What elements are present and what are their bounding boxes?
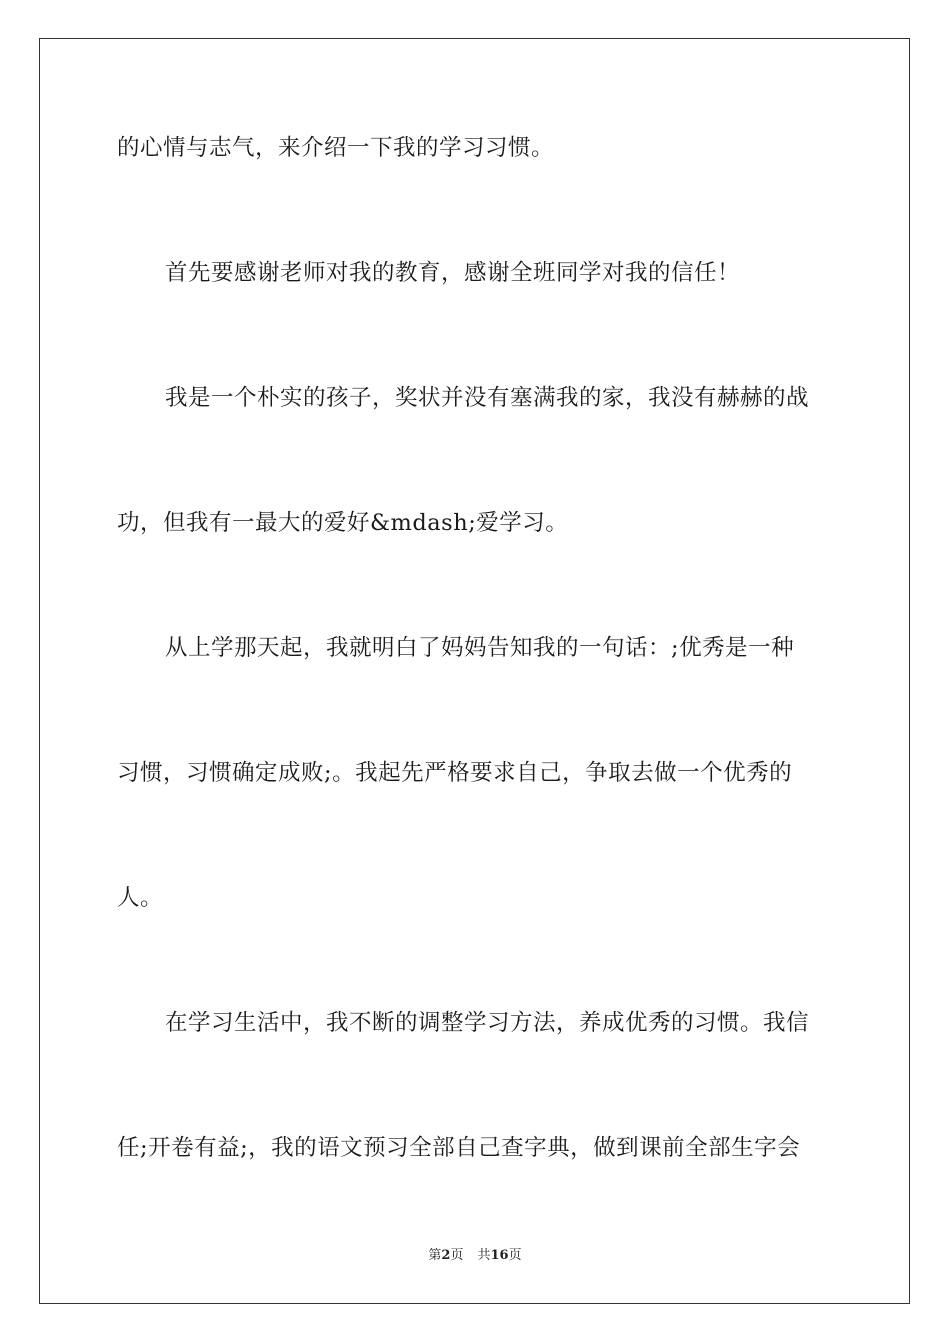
total-prefix: 共 <box>477 1248 491 1263</box>
paragraph-line-9: 任;开卷有益;，我的语文预习全部自己查字典，做到课前全部生字会 <box>117 1135 801 1161</box>
paragraph-line-6: 习惯，习惯确定成败;。我起先严格要求自己，争取去做一个优秀的 <box>117 760 793 786</box>
page-footer <box>0 1247 950 1265</box>
paragraph-line-7: 人。 <box>117 885 164 911</box>
paragraph-line-8: 在学习生活中，我不断的调整学习方法，养成优秀的习惯。我信 <box>165 1010 810 1036</box>
paragraph-line-2: 首先要感谢老师对我的教育，感谢全班同学对我的信任！ <box>165 260 741 286</box>
total-suffix: 页 <box>508 1248 522 1263</box>
page-number: 2 <box>441 1248 451 1263</box>
page-prefix: 第 <box>428 1248 442 1263</box>
paragraph-line-1: 的心情与志气，来介绍一下我的学习习惯。 <box>117 135 555 161</box>
page-suffix: 页 <box>450 1248 464 1263</box>
page-border <box>39 38 910 1304</box>
total-pages: 16 <box>490 1248 509 1263</box>
paragraph-line-3: 我是一个朴实的孩子，奖状并没有塞满我的家，我没有赫赫的战 <box>165 385 810 411</box>
paragraph-line-5: 从上学那天起，我就明白了妈妈告知我的一句话：;优秀是一种 <box>165 635 795 661</box>
paragraph-line-4: 功，但我有一最大的爱好&mdash;爱学习。 <box>117 510 569 536</box>
